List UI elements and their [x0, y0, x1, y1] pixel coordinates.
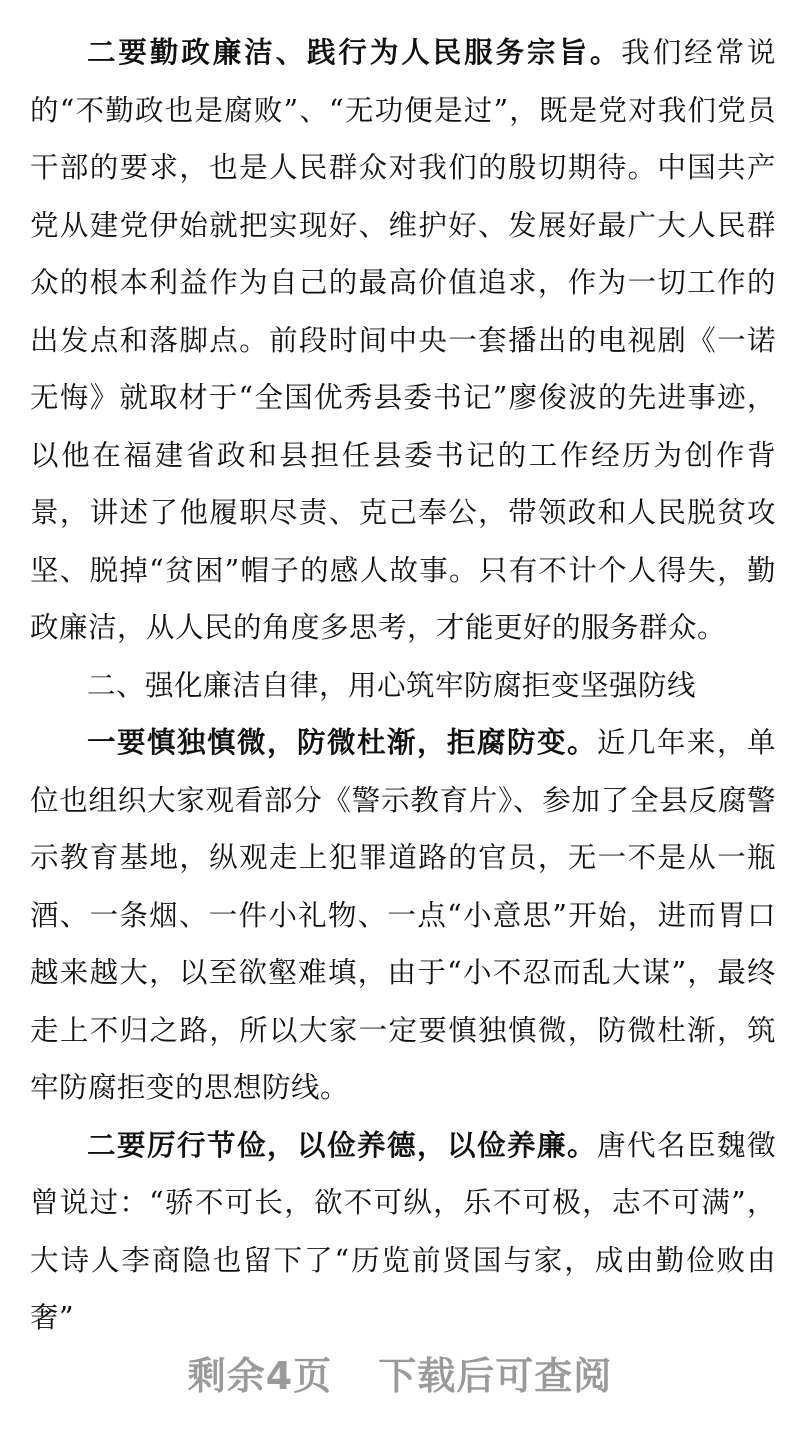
paragraph-lead: 二要勤政廉洁、践行为人民服务宗旨。 [87, 36, 622, 69]
paragraph-lead: 二要厉行节俭，以俭养德，以俭养廉。 [87, 1128, 597, 1162]
paragraph-self-discipline [30, 714, 776, 1117]
remaining-pages-label: 剩余4页 [187, 1354, 333, 1398]
section-heading: 二、强化廉洁自律，用心筑牢防腐拒变坚强防线 [87, 668, 697, 702]
paragraph-frugality [30, 1117, 776, 1347]
download-notice[interactable] [0, 1345, 800, 1400]
paragraph-text: 唐代名臣魏徵曾说过：“骄不可长，欲不可纵，乐不可极，志不可满”，大诗人李商隐也留下了“历览前贤国与家，成由勤俭败由奢” [30, 1128, 776, 1334]
paragraph-diligent-governance [30, 24, 776, 657]
paragraph-lead: 一要慎独慎微，防微杜渐，拒腐防变。 [87, 726, 597, 759]
document-body [30, 24, 776, 1347]
paragraph-text: 我们经常说的“不勤政也是腐败”、“无功便是过”，既是党对我们党员干部的要求，也是人民群众对我们的殷切期待。中国共产党从建党伊始就把实现好、维护好、发展好最广大人民群众的根本利益作为自己的最高价值追求，作为一切工作的出发点和落脚点。前段时间中央一套播出的电视剧《一诺无悔》就取材于“全国优秀县委书记”廖俊波的先进事迹，以他在福建省政和县担任县委书记的工作经历为创作背景，讲述了他履职尽责、克己奉公，带领政和人民脱贫攻坚、脱掉“贫困”帽子的感人故事。只有不计个人得失，勤政廉洁，从人民的角度多思考，才能更好的服务群众。 [30, 36, 776, 644]
download-to-view-label: 下载后可查阅 [378, 1354, 613, 1398]
paragraph-text: 近几年来，单位也组织大家观看部分《警示教育片》、参加了全县反腐警示教育基地，纵观走上犯罪道路的官员，无一不是从一瓶酒、一条烟、一件小礼物、一点“小意思”开始，进而胃口越来越大，以至欲壑难填，由于“小不忍而乱大谋”，最终走上不归之路，所以大家一定要慎独慎微，防微杜渐，筑牢防腐拒变的思想防线。 [30, 726, 776, 1104]
